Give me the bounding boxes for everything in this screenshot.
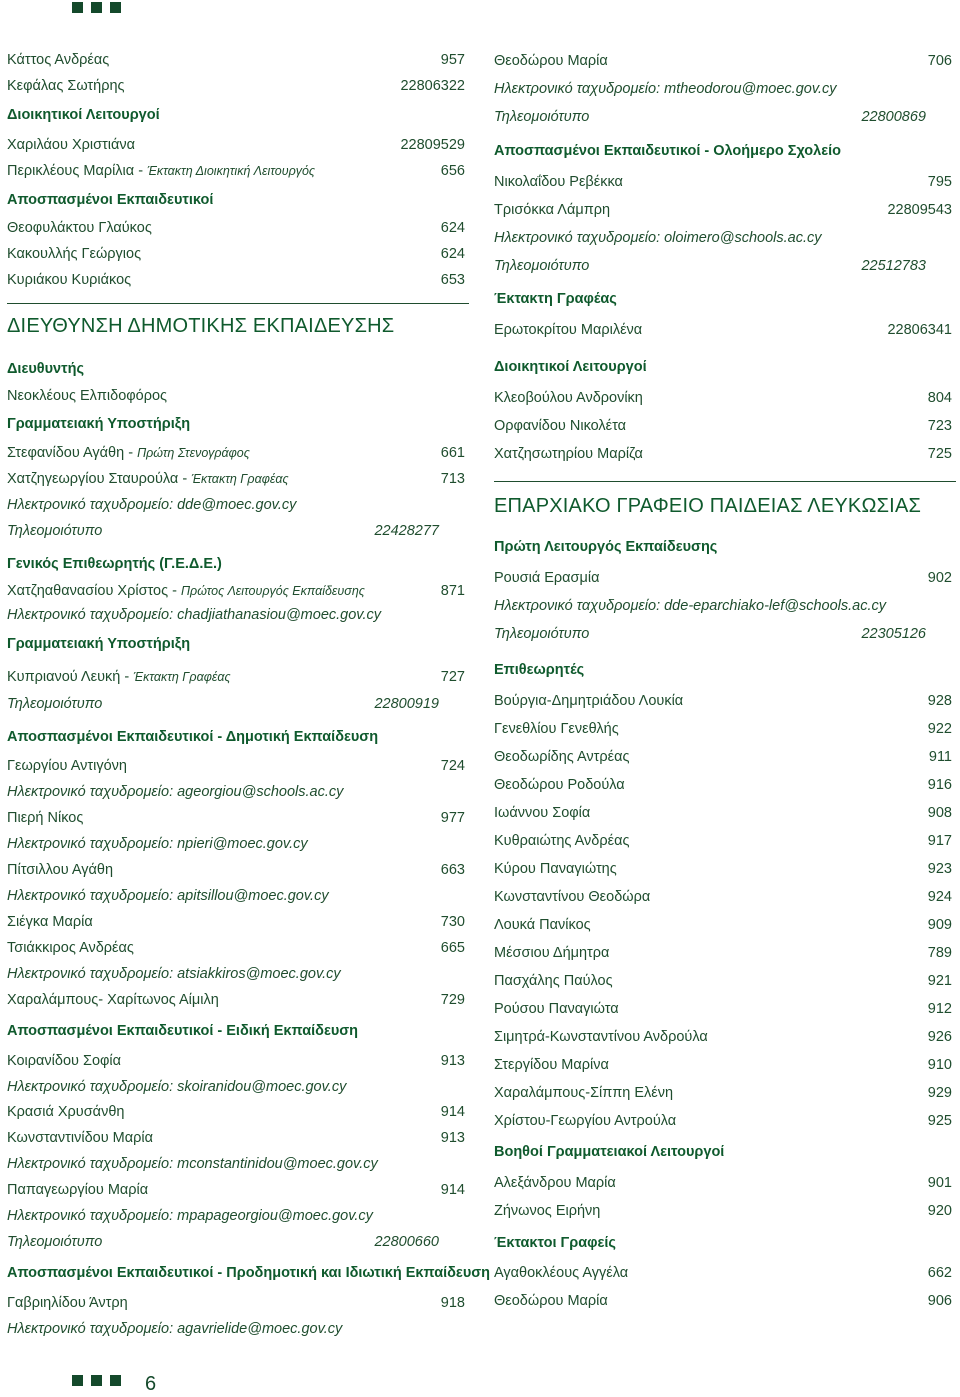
header-squares	[72, 2, 121, 13]
contact-detail: Ηλεκτρονικό ταχυδρομείο: chadjiathanasiou@moec.gov.cy	[7, 607, 381, 623]
phone-extension: 665	[440, 940, 465, 956]
footer-square	[72, 1375, 83, 1386]
directory-row	[7, 937, 469, 959]
group-heading: Γενικός Επιθεωρητής (Γ.Ε.Δ.Ε.)	[7, 556, 222, 572]
fax-number: 22428277	[374, 523, 439, 539]
person-name: Χατζησωτηρίου Μαρίζα	[494, 446, 643, 462]
phone-extension: 929	[927, 1085, 952, 1101]
contact-detail: Ηλεκτρονικό ταχυδρομείο: agavrielide@moec.gov.cy	[7, 1321, 343, 1337]
person-name: Πασχάλης Παύλος	[494, 973, 613, 989]
person-name: Ζήνωνος Ειρήνη	[494, 1203, 601, 1219]
person-name: Κωνσταντινίδου Μαρία	[7, 1130, 153, 1146]
contact-detail: Ηλεκτρονικό ταχυδρομείο: apitsillou@moec.gov.cy	[7, 888, 329, 904]
person-name: Κωνσταντίνου Θεοδώρα	[494, 889, 651, 905]
person-name: Ερωτοκρίτου Μαριλένα	[494, 322, 643, 338]
contact-detail-row	[7, 1205, 469, 1227]
fax-number: 22800869	[861, 109, 926, 125]
phone-extension: 624	[440, 220, 465, 236]
phone-extension: 926	[927, 1029, 952, 1045]
footer-square	[91, 1375, 102, 1386]
person-name: Γεωργίου Αντιγόνη	[7, 758, 127, 774]
directory-row	[494, 1262, 956, 1284]
person-name: Ρούσου Παναγιώτα	[494, 1001, 619, 1017]
directory-row	[494, 567, 956, 589]
person-name: Αγαθοκλέους Αγγέλα	[494, 1265, 629, 1281]
phone-extension: 922	[927, 721, 952, 737]
person-name: Θεοφυλάκτου Γλαύκος	[7, 220, 152, 236]
contact-detail: Τηλεομοιότυπο	[7, 1234, 103, 1250]
person-name: Χαραλάμπους-Σίππη Ελένη	[494, 1085, 674, 1101]
footer-square	[110, 1375, 121, 1386]
person-name: Ορφανίδου Νικολέτα	[494, 418, 627, 434]
phone-extension: 723	[927, 418, 952, 434]
directory-row	[494, 1110, 956, 1132]
directory-row	[7, 989, 469, 1011]
phone-extension: 725	[927, 446, 952, 462]
contact-detail-row	[7, 1318, 469, 1340]
person-name: Μέσσιου Δήμητρα	[494, 945, 610, 961]
phone-extension: 912	[927, 1001, 952, 1017]
contact-detail: Ηλεκτρονικό ταχυδρομείο: dde@moec.gov.cy	[7, 497, 297, 513]
contact-detail: Τηλεομοιότυπο	[7, 523, 103, 539]
directory-row	[494, 50, 956, 72]
header-square	[91, 2, 102, 13]
person-name: Γαβριηλίδου Άντρη	[7, 1295, 128, 1311]
directory-row	[494, 998, 956, 1020]
person-name: Στεφανίδου Αγάθη -	[7, 445, 138, 461]
directory-row	[494, 1026, 956, 1048]
job-title: Έκτακτη Γραφέας	[191, 472, 289, 486]
person-name: Κεφάλας Σωτήρης	[7, 78, 125, 94]
contact-detail: Ηλεκτρονικό ταχυδρομείο: skoiranidou@moec.gov.cy	[7, 1079, 347, 1095]
contact-detail-row	[494, 623, 956, 645]
directory-row	[494, 690, 956, 712]
phone-extension: 22806341	[887, 322, 952, 338]
phone-extension: 22809543	[887, 202, 952, 218]
person-name: Στεργίδου Μαρίνα	[494, 1057, 609, 1073]
directory-row	[494, 858, 956, 880]
person-name: Θεοδώρου Ροδούλα	[494, 777, 625, 793]
phone-extension: 663	[440, 862, 465, 878]
phone-extension: 713	[440, 471, 465, 487]
phone-extension: 914	[440, 1182, 465, 1198]
directory-row	[494, 1172, 956, 1194]
contact-detail-row	[7, 494, 469, 516]
job-title: Έκτακτη Διοικητική Λειτουργός	[147, 164, 316, 178]
phone-extension: 22806322	[400, 78, 465, 94]
person-name: Χαραλάμπους- Χαρίτωνος Αίμιλη	[7, 992, 219, 1008]
person-name: Ιωάννου Σοφία	[494, 805, 591, 821]
contact-detail: Τηλεομοιότυπο	[494, 258, 590, 274]
directory-row	[7, 442, 469, 464]
directory-row	[494, 319, 956, 341]
phone-extension: 928	[927, 693, 952, 709]
directory-row	[7, 1179, 469, 1201]
contact-detail: Ηλεκτρονικό ταχυδρομείο: dde-eparchiako-lef@schools.ac.cy	[494, 598, 886, 614]
person-name: Νικολαΐδου Ρεβέκκα	[494, 174, 623, 190]
section-title: ΔΙΕΥΘΥΝΣΗ ΔΗΜΟΤΙΚΗΣ ΕΚΠΑΙΔΕΥΣΗΣ	[7, 315, 395, 337]
person-name: Θεοδώρου Μαρία	[494, 1293, 608, 1309]
directory-row	[7, 1101, 469, 1123]
phone-extension: 921	[927, 973, 952, 989]
person-name: Κάττος Ανδρέας	[7, 52, 110, 68]
person-name: Κυθραιώτης Ανδρέας	[494, 833, 630, 849]
directory-row	[494, 1200, 956, 1222]
directory-row	[7, 468, 469, 490]
phone-extension: 913	[440, 1053, 465, 1069]
person-name: Σιέγκα Μαρία	[7, 914, 93, 930]
contact-detail: Ηλεκτρονικό ταχυδρομείο: ageorgiou@schools.ac.cy	[7, 784, 344, 800]
job-title: Πρώτη Στενογράφος	[137, 446, 250, 460]
phone-extension: 789	[927, 945, 952, 961]
fax-number: 22800660	[374, 1234, 439, 1250]
person-name: Παπαγεωργίου Μαρία	[7, 1182, 149, 1198]
group-heading: Επιθεωρητές	[494, 662, 585, 678]
directory-row	[7, 755, 469, 777]
phone-extension: 920	[927, 1203, 952, 1219]
person-name: Τσιάκκιρος Ανδρέας	[7, 940, 134, 956]
contact-detail-row	[7, 885, 469, 907]
person-name: Χατζηγεωργίου Σταυρούλα -	[7, 471, 192, 487]
phone-extension: 914	[440, 1104, 465, 1120]
contact-detail-row	[7, 781, 469, 803]
phone-extension: 661	[440, 445, 465, 461]
person-name: Κύρου Παναγιώτης	[494, 861, 617, 877]
contact-detail-row	[7, 520, 469, 542]
directory-row	[7, 269, 469, 291]
directory-row	[494, 746, 956, 768]
phone-extension: 656	[440, 163, 465, 179]
contact-detail: Ηλεκτρονικό ταχυδρομείο: mtheodorou@moec.gov.cy	[494, 81, 837, 97]
section-divider	[494, 481, 956, 482]
phone-extension: 730	[440, 914, 465, 930]
person-name: Κυριάκου Κυριάκος	[7, 272, 132, 288]
group-heading: Έκτακτη Γραφέας	[494, 291, 617, 307]
phone-extension: 925	[927, 1113, 952, 1129]
header-square	[72, 2, 83, 13]
person-name: Αλεξάνδρου Μαρία	[494, 1175, 616, 1191]
contact-detail-row	[494, 106, 956, 128]
directory-row	[494, 443, 956, 465]
phone-extension: 916	[927, 777, 952, 793]
directory-row	[494, 914, 956, 936]
group-heading: Βοηθοί Γραμματειακοί Λειτουργοί	[494, 1144, 725, 1160]
phone-extension: 923	[927, 861, 952, 877]
phone-extension: 653	[440, 272, 465, 288]
person-name: Βούργια-Δημητριάδου Λουκία	[494, 693, 684, 709]
group-heading: Γραμματειακή Υποστήριξη	[7, 636, 191, 652]
directory-row	[7, 134, 469, 156]
phone-extension: 909	[927, 917, 952, 933]
directory-row	[7, 666, 469, 688]
phone-extension: 662	[927, 1265, 952, 1281]
group-heading: Αποσπασμένοι Εκπαιδευτικοί - Ολοήμερο Σχολείο	[494, 143, 841, 159]
section-divider	[7, 303, 469, 304]
section-title: ΕΠΑΡΧΙΑΚΟ ΓΡΑΦΕΙΟ ΠΑΙΔΕΙΑΣ ΛΕΥΚΩΣΙΑΣ	[494, 495, 922, 517]
contact-detail: Ηλεκτρονικό ταχυδρομείο: mpapageorgiou@moec.gov.cy	[7, 1208, 373, 1224]
fax-number: 22800919	[374, 696, 439, 712]
contact-detail-row	[7, 963, 469, 985]
phone-extension: 977	[440, 810, 465, 826]
person-name: Κοιρανίδου Σοφία	[7, 1053, 122, 1069]
directory-row	[7, 243, 469, 265]
person-name: Γενεθλίου Γενεθλής	[494, 721, 619, 737]
phone-extension: 917	[927, 833, 952, 849]
contact-detail-row	[494, 255, 956, 277]
person-name: Θεοδώρου Μαρία	[494, 53, 608, 69]
contact-detail: Ηλεκτρονικό ταχυδρομείο: oloimero@schools.ac.cy	[494, 230, 822, 246]
contact-detail-row	[7, 833, 469, 855]
directory-row	[494, 415, 956, 437]
contact-detail: Τηλεομοιότυπο	[494, 109, 590, 125]
group-heading: Διευθυντής	[7, 361, 84, 377]
group-heading: Έκτακτοι Γραφείς	[494, 1235, 616, 1251]
group-heading: Πρώτη Λειτουργός Εκπαίδευσης	[494, 539, 718, 555]
phone-extension: 906	[927, 1293, 952, 1309]
phone-extension: 910	[927, 1057, 952, 1073]
person-name: Κρασιά Χρυσάνθη	[7, 1104, 125, 1120]
directory-row	[7, 859, 469, 881]
directory-row	[494, 830, 956, 852]
phone-extension: 913	[440, 1130, 465, 1146]
contact-detail-row	[494, 595, 956, 617]
job-title: Έκτακτη Γραφέας	[133, 670, 231, 684]
group-heading: Αποσπασμένοι Εκπαιδευτικοί - Προδημοτική και Ιδιωτική Εκπαίδευση	[7, 1265, 491, 1281]
directory-row	[494, 886, 956, 908]
phone-extension: 706	[927, 53, 952, 69]
footer-squares	[72, 1375, 121, 1386]
directory-row	[494, 970, 956, 992]
person-name: Θεοδωρίδης Αντρέας	[494, 749, 630, 765]
person-name: Χρίστου-Γεωργίου Αντρούλα	[494, 1113, 677, 1129]
phone-extension: 901	[927, 1175, 952, 1191]
contact-detail-row	[7, 693, 469, 715]
phone-extension: 871	[440, 583, 465, 599]
phone-extension: 902	[927, 570, 952, 586]
contact-detail: Τηλεομοιότυπο	[7, 696, 103, 712]
directory-row	[494, 1054, 956, 1076]
group-heading: Αποσπασμένοι Εκπαιδευτικοί - Ειδική Εκπαίδευση	[7, 1023, 359, 1039]
contact-detail: Τηλεομοιότυπο	[494, 626, 590, 642]
page-number: 6	[145, 1373, 157, 1395]
contact-detail-row	[494, 227, 956, 249]
directory-row	[494, 802, 956, 824]
phone-extension: 727	[440, 669, 465, 685]
directory-row	[494, 387, 956, 409]
directory-row	[7, 1292, 469, 1314]
person-name: Πίτσιλλου Αγάθη	[7, 862, 114, 878]
phone-extension: 924	[927, 889, 952, 905]
contact-detail: Ηλεκτρονικό ταχυδρομείο: mconstantinidou@moec.gov.cy	[7, 1156, 378, 1172]
person-name: Χαριλάου Χριστιάνα	[7, 137, 136, 153]
phone-extension: 724	[440, 758, 465, 774]
group-heading: Διοικητικοί Λειτουργοί	[494, 359, 647, 375]
person-name: Περικλέους Μαρίλια -	[7, 163, 148, 179]
phone-extension: 22809529	[400, 137, 465, 153]
phone-extension: 957	[440, 52, 465, 68]
directory-row	[494, 718, 956, 740]
person-name: Κυπριανού Λευκή -	[7, 669, 134, 685]
directory-row	[494, 774, 956, 796]
person-name: Λουκά Πανίκος	[494, 917, 591, 933]
contact-detail-row	[7, 1153, 469, 1175]
directory-row	[7, 49, 469, 71]
group-heading: Γραμματειακή Υποστήριξη	[7, 416, 191, 432]
job-title: Πρώτος Λειτουργός Εκπαίδευσης	[180, 584, 365, 598]
phone-extension: 804	[927, 390, 952, 406]
directory-row	[7, 160, 469, 182]
person-name: Ρουσιά Ερασμία	[494, 570, 600, 586]
directory-row	[7, 911, 469, 933]
person-name: Κακουλλής Γεώργιος	[7, 246, 142, 262]
directory-row	[494, 942, 956, 964]
phone-extension: 908	[927, 805, 952, 821]
directory-row	[7, 1050, 469, 1072]
person-name: Πιερή Νίκος	[7, 810, 84, 826]
group-heading: Αποσπασμένοι Εκπαιδευτικοί - Δημοτική Εκπαίδευση	[7, 729, 379, 745]
person-name: Νεοκλέους Ελπιδοφόρος	[7, 388, 168, 404]
header-square	[110, 2, 121, 13]
directory-row	[7, 580, 469, 602]
person-name: Τρισόκκα Λάμπρη	[494, 202, 611, 218]
directory-row	[7, 217, 469, 239]
contact-detail: Ηλεκτρονικό ταχυδρομείο: npieri@moec.gov.cy	[7, 836, 308, 852]
directory-row	[7, 807, 469, 829]
phone-extension: 795	[927, 174, 952, 190]
fax-number: 22512783	[861, 258, 926, 274]
phone-extension: 911	[928, 749, 952, 765]
person-name: Σιμητρά-Κωνσταντίνου Ανδρούλα	[494, 1029, 708, 1045]
fax-number: 22305126	[861, 626, 926, 642]
directory-row	[7, 75, 469, 97]
group-heading: Διοικητικοί Λειτουργοί	[7, 107, 160, 123]
group-heading: Αποσπασμένοι Εκπαιδευτικοί	[7, 192, 214, 208]
phone-extension: 624	[440, 246, 465, 262]
directory-row	[7, 1127, 469, 1149]
directory-row	[494, 1082, 956, 1104]
contact-detail-row	[7, 1231, 469, 1253]
person-name: Κλεοβούλου Ανδρονίκη	[494, 390, 643, 406]
directory-row	[494, 1290, 956, 1312]
directory-row	[7, 385, 469, 407]
contact-detail-row	[494, 78, 956, 100]
contact-detail: Ηλεκτρονικό ταχυδρομείο: atsiakkiros@moec.gov.cy	[7, 966, 341, 982]
contact-detail-row	[7, 1076, 469, 1098]
directory-row	[494, 199, 956, 221]
phone-extension: 918	[440, 1295, 465, 1311]
directory-row	[494, 171, 956, 193]
person-name: Χατζηαθανασίου Χρίστος -	[7, 583, 181, 599]
phone-extension: 729	[440, 992, 465, 1008]
contact-detail-row	[7, 604, 469, 626]
